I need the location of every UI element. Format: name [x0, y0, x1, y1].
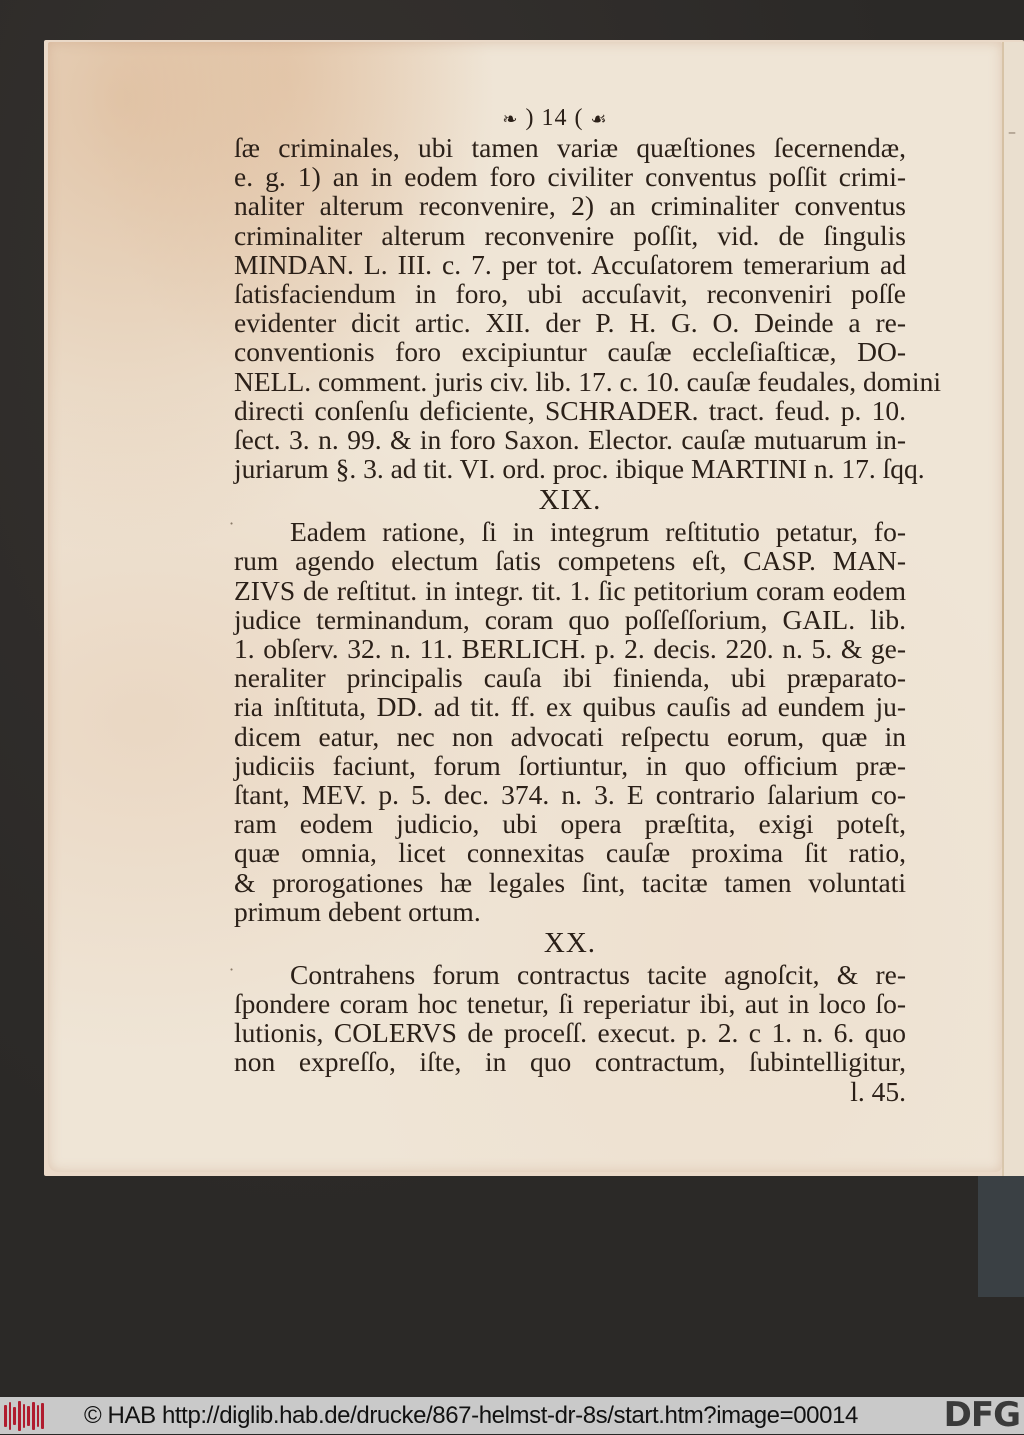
page-text — [234, 103, 941, 1107]
margin-mark: · — [229, 960, 235, 979]
text-line: & prorogationes hæ legales ſint, tacitæ tamen voluntati — [234, 866, 906, 898]
text-line: ZIVS de reſtitut. in integr. tit. 1. ſic petitorium coram eodem — [234, 574, 906, 606]
section-heading-xix: XIX. — [538, 484, 602, 517]
fleuron-right-icon: ☙ — [590, 109, 608, 130]
text-line: MINDAN. L. III. c. 7. per tot. Accuſatorem temerarium ad — [234, 248, 906, 280]
text-line: ſect. 3. n. 99. & in foro Saxon. Elector. cauſæ mutuarum in- — [234, 423, 906, 455]
text-line: judice terminandum, coram quo poſſeſſorium, GAIL. lib. — [234, 603, 906, 635]
text-line: naliter alterum reconvenire, 2) an criminaliter conventus — [234, 190, 906, 222]
text-line: 1. obſerv. 32. n. 11. BERLICH. p. 2. decis. 220. n. 5. & ge- — [234, 633, 906, 664]
text-line: ſæ criminales, ubi tamen variæ quæſtiones ſecernendæ, — [234, 132, 906, 163]
text-line: NELL. comment. juris civ. lib. 17. c. 10. cauſæ feudales, domini — [234, 365, 941, 397]
fleuron-left-icon: ❧ — [502, 109, 519, 130]
footer-bar — [0, 1397, 1024, 1434]
text-line: ſatisfaciendum in foro, ubi accuſavit, reconveniri poſſe — [234, 277, 906, 309]
catchword: l. 45. — [850, 1075, 906, 1107]
page-fold-line — [1002, 42, 1004, 1176]
next-page-edge — [1004, 42, 1024, 1176]
paragraph-continued — [234, 132, 941, 485]
text-line: lutionis, COLERVS de proceſſ. execut. p. 2. c 1. n. 6. quo — [234, 1017, 906, 1049]
text-line: primum debent ortum. — [234, 895, 481, 927]
running-head — [204, 103, 906, 133]
text-line: ſpondere coram hoc tenetur, ſi reperiatur ibi, aut in loco ſo- — [234, 988, 906, 1020]
text-line: ſtant, MEV. p. 5. dec. 374. n. 3. E contrario ſalarium co- — [234, 778, 906, 810]
section-xix-body — [234, 517, 906, 926]
text-line: directi conſenſu deficiente, SCHRADER. tract. feud. p. 10. — [234, 394, 906, 426]
section-heading-xx: XX. — [543, 926, 597, 959]
copyright-url-link[interactable]: © HAB http://diglib.hab.de/drucke/867-helmst-dr-8s/start.htm?image=00014 — [84, 1401, 858, 1429]
text-line: neraliter principalis cauſa ibi finienda, ubi præparato- — [234, 662, 906, 694]
text-line: conventionis foro excipiuntur cauſæ eccleſiaſticæ, DO- — [234, 336, 906, 368]
text-line: Eadem ratione, ſi in integrum reſtitutio petatur, fo- — [290, 516, 906, 548]
text-line: quæ omnia, licet connexitas cauſæ proxima ſit ratio, — [234, 837, 906, 869]
dfg-logo-icon[interactable]: DFG — [943, 1395, 1020, 1435]
margin-mark: · — [229, 514, 235, 533]
text-line: Contrahens forum contractus tacite agnoſcit, & re- — [290, 958, 906, 990]
section-xx-body — [234, 960, 906, 1106]
text-line: juriarum §. 3. ad tit. VI. ord. proc. ibique MARTINI n. 17. ſqq. — [234, 453, 925, 485]
page-number: ) 14 ( — [525, 105, 584, 131]
book-spine-strip — [978, 1175, 1024, 1297]
text-line: e. g. 1) an in eodem foro civiliter conventus poſſit crimi- — [234, 161, 906, 193]
text-line: ram eodem judicio, ubi opera præſtita, exigi poteſt, — [234, 808, 906, 840]
text-line: ria inſtituta, DD. ad tit. ff. ex quibus cauſis ad eundem ju- — [234, 691, 906, 723]
text-line: non expreſſo, iſte, in quo contractum, ſubintelligitur, — [234, 1046, 906, 1078]
hab-logo-icon[interactable] — [4, 1400, 44, 1432]
text-line: dicem eatur, nec non advocati reſpectu eorum, quæ in — [234, 720, 906, 752]
margin-mark: – — [1008, 122, 1016, 141]
text-line: evidenter dicit artic. XII. der P. H. G. O. Deinde a re- — [234, 307, 906, 339]
text-line: criminaliter alterum reconvenire poſſit, vid. de ſingulis — [234, 219, 906, 251]
text-line: rum agendo electum ſatis competens eſt, CASP. MAN- — [234, 545, 906, 577]
text-line: judiciis faciunt, forum ſortiuntur, in quo officium præ- — [234, 749, 906, 781]
